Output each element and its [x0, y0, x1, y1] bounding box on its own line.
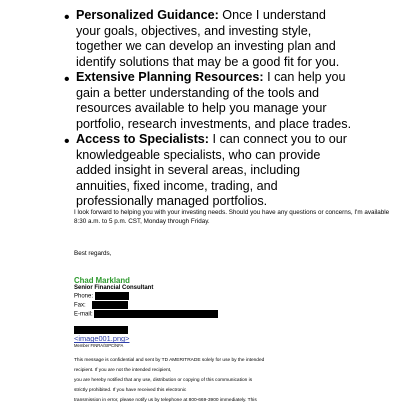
phone-redaction	[95, 292, 129, 300]
disclaimer-line: strictly prohibited. If you have received this electronic	[74, 388, 187, 393]
signature-name: Chad Markland	[74, 276, 130, 285]
disclaimer-line: recipient. If you are not the intended recipient,	[74, 368, 172, 373]
bullet-body: I can help you gain a better understanding of the tools and resources available to help you manage your portfolio, research investments, and place trades.	[76, 70, 352, 131]
closing-paragraph: I look forward to helping you with your investing needs. Should you have any questions or concerns, I'm available 8:30 a.m. to 5 p.m. CST, Monday through Friday.	[74, 209, 390, 226]
email-label: E-mail:	[74, 311, 93, 318]
bullet-body: I can connect you to our knowledgeable specialists, who can provide added insight in several areas, including annuities, fixed income, trading, and professionally managed portfolios.	[76, 132, 347, 209]
bullet-text	[76, 70, 396, 132]
bullet-dot: •	[64, 133, 70, 150]
bullet-heading: Access to Specialists:	[76, 132, 209, 146]
bullet-text	[76, 132, 396, 210]
fax-label: Fax:	[74, 302, 86, 309]
email-redaction	[94, 310, 218, 318]
bullet-text	[76, 8, 396, 70]
name-redaction	[74, 326, 128, 334]
email-row	[74, 310, 394, 319]
disclaimer-line: transmission in error, please notify us by telephone at 800-669-3900 immediately. This	[74, 398, 257, 403]
signature-title: Senior Financial Consultant	[74, 285, 154, 291]
signature-block	[74, 276, 394, 348]
disclaimer-line: you are hereby notified that any use, distribution or copying of this communication is	[74, 378, 253, 383]
phone-label: Phone:	[74, 293, 94, 300]
disclaimer-line: This message is confidential and sent by TD AMERITRADE solely for use by the intended	[74, 358, 265, 363]
bullet-dot: •	[64, 9, 70, 26]
bullet-heading: Personalized Guidance:	[76, 8, 219, 22]
fax-redaction	[92, 301, 128, 309]
phone-row	[74, 292, 394, 301]
bullet-dot: •	[64, 71, 70, 88]
disclaimer	[74, 356, 400, 406]
member-line: Member FINRA/SIPC/NFA	[74, 343, 124, 349]
image-attachment-link[interactable]: <image001.png>	[74, 334, 130, 344]
fax-row	[74, 301, 394, 310]
bullet-heading: Extensive Planning Resources:	[76, 70, 264, 84]
regards-line: Best regards,	[74, 250, 112, 257]
bullet-body: Once I understand your goals, objectives, and investing style, together we can develop an investing plan and identify solutions that may be a good fit for you.	[76, 8, 340, 69]
